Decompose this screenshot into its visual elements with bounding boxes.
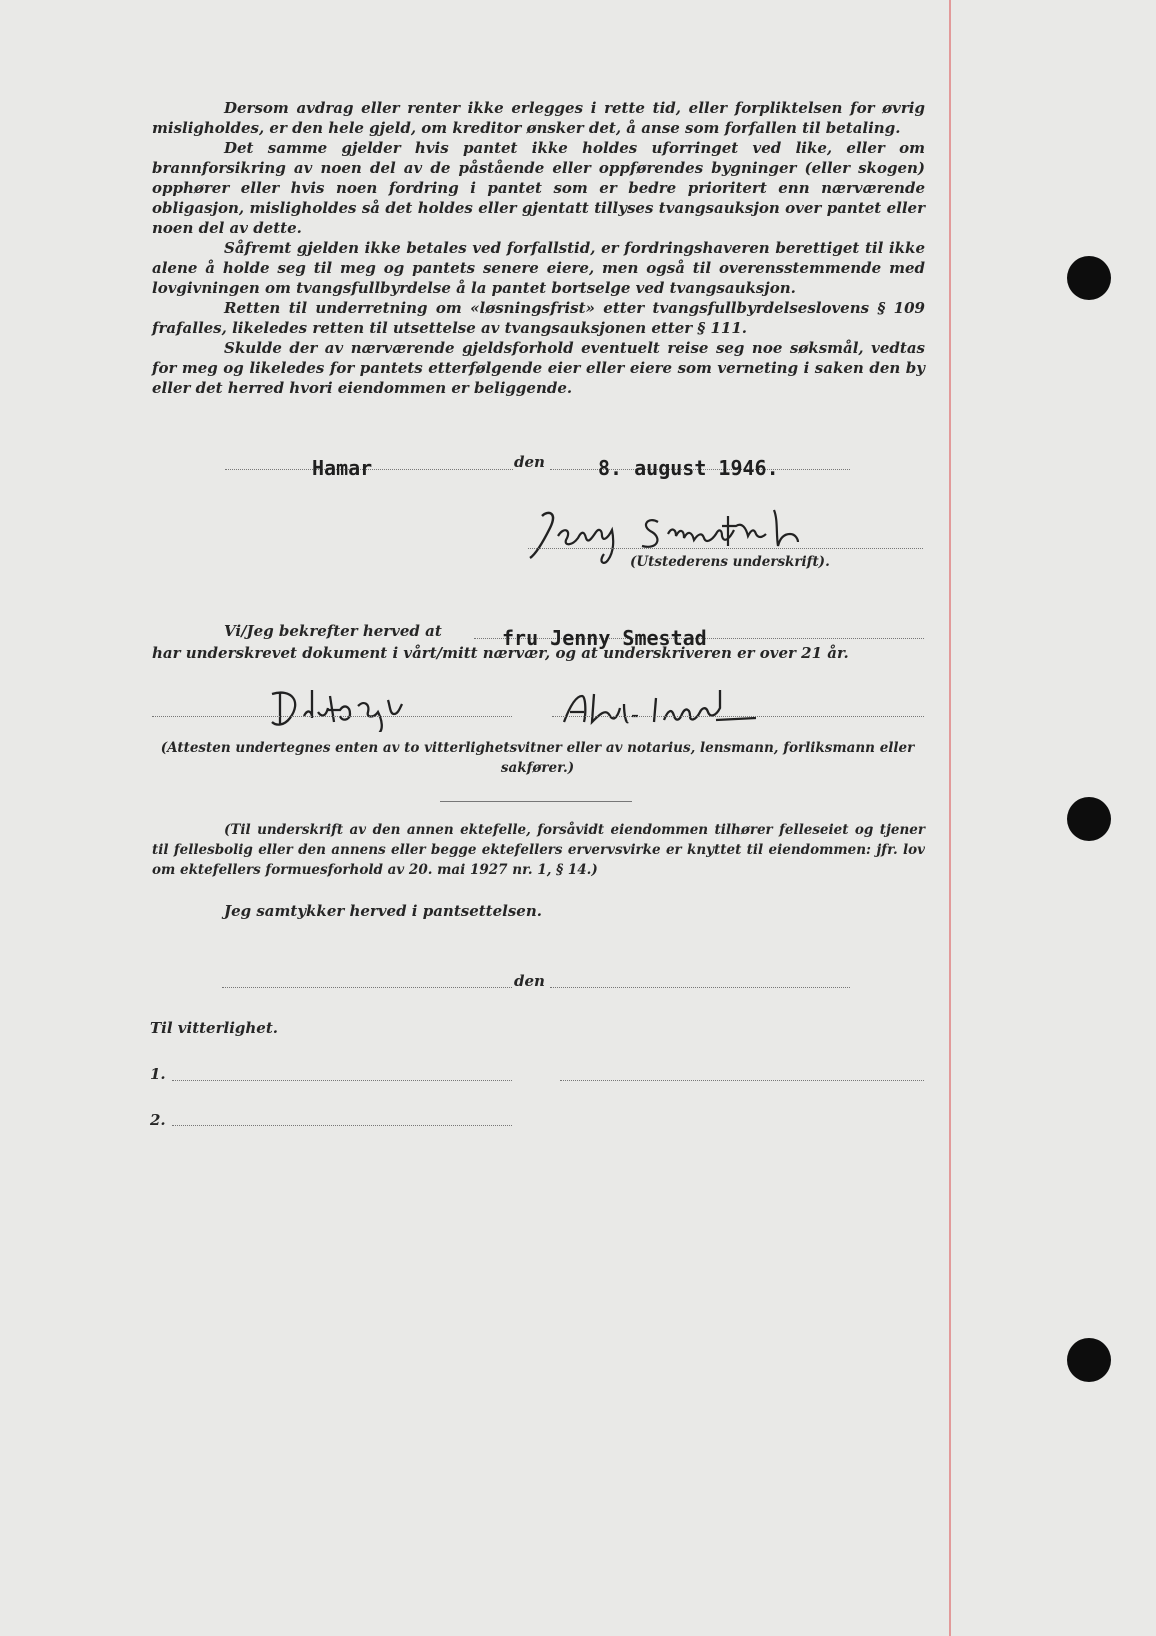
- issuer-signature-line: [528, 548, 923, 549]
- spouse-consent-note: (Til underskrift av den annen ektefelle, forsåvidt eiendommen tilhører felleseiet og tjener til fellesbolig eller den annens eller begge ektefellers ervervsvirke er knyttet til eiendommen: jfr. lov om ektefellers formuesforhold av 20. mai 1927 nr. 1, § 14.): [152, 822, 925, 878]
- witness-statement-prefix: Vi/Jeg bekrefter herved at: [224, 622, 442, 640]
- witness-1-signature-line: [152, 716, 512, 717]
- terms-paragraph-enforcement: Såfremt gjelden ikke betales ved forfallstid, er fordringshaveren berettiget til ikke alene å holde seg til meg og pantets senere eiere, men også til overensstemmende med lovgivningen om tvangsfullbyrdelse å la pantet bortselge ved tvangsauksjon.: [152, 239, 925, 297]
- margin-line: [949, 0, 951, 1636]
- spouse-consent-statement: Jeg samtykker herved i pantsettelsen.: [224, 902, 542, 920]
- witness-signature-1: [270, 686, 470, 732]
- issue-place: Hamar: [312, 456, 373, 480]
- vitterlighet-line-1a: [172, 1080, 512, 1081]
- punch-hole-middle: [1067, 797, 1111, 841]
- witness-statement-line: har underskrevet dokument i vårt/mitt nærvær, og at underskriveren er over 21 år.: [152, 644, 849, 662]
- issuer-signature-caption: (Utstederens underskrift).: [630, 554, 830, 570]
- issue-date: 8. august 1946.: [598, 456, 779, 480]
- spouse-den-label: den: [514, 972, 545, 990]
- spouse-place-dotted-line: [222, 987, 512, 988]
- vitterlighet-number-1: 1.: [150, 1065, 166, 1083]
- witness-2-signature-line: [552, 716, 924, 717]
- section-separator: [440, 801, 632, 802]
- vitterlighet-number-2: 2.: [150, 1111, 166, 1129]
- punch-hole-bottom: [1067, 1338, 1111, 1382]
- witness-typed-name: fru Jenny Smestad: [502, 626, 707, 650]
- vitterlighet-line-2: [172, 1125, 512, 1126]
- punch-hole-top: [1067, 256, 1111, 300]
- terms-paragraph-redemption: Retten til underretning om «løsningsfrist» etter tvangsfullbyrdelseslovens § 109 frafalles, likeledes retten til utsettelse av tvangsauksjonen etter § 111.: [152, 299, 925, 337]
- vitterlighet-heading: Til vitterlighet.: [150, 1019, 278, 1037]
- terms-block: [152, 98, 925, 398]
- vitterlighet-line-1b: [560, 1080, 924, 1081]
- terms-paragraph-venue: Skulde der av nærværende gjeldsforhold eventuelt reise seg noe søksmål, vedtas for meg og likeledes for pantets etterfølgende eier eller eiere som verneting i saken den by eller det herred hvori eiendommen er beliggende.: [152, 339, 925, 397]
- attestation-note: (Attesten undertegnes enten av to vitterlighetsvitner eller av notarius, lensmann, forliksmann eller sakfører.): [160, 740, 915, 776]
- terms-paragraph-security: Det samme gjelder hvis pantet ikke holdes uforringet ved like, eller om brannforsikring av noen del av de påstående eller oppførendes bygninger (eller skogen) opphører eller hvis noen fordring i pantet som er bedre prioritert enn nærværende obligasjon, misligholdes så det holdes eller gjentatt tillyses tvangsauksjon over pantet eller noen del av dette.: [152, 139, 925, 237]
- terms-paragraph-default: Dersom avdrag eller renter ikke erlegges i rette tid, eller forpliktelsen for øvrig misligholdes, er den hele gjeld, om kreditor ønsker det, å anse som forfallen til betaling.: [152, 99, 925, 137]
- witness-signature-2: [560, 690, 810, 730]
- issue-den-label: den: [514, 453, 545, 471]
- spouse-date-dotted-line: [550, 987, 850, 988]
